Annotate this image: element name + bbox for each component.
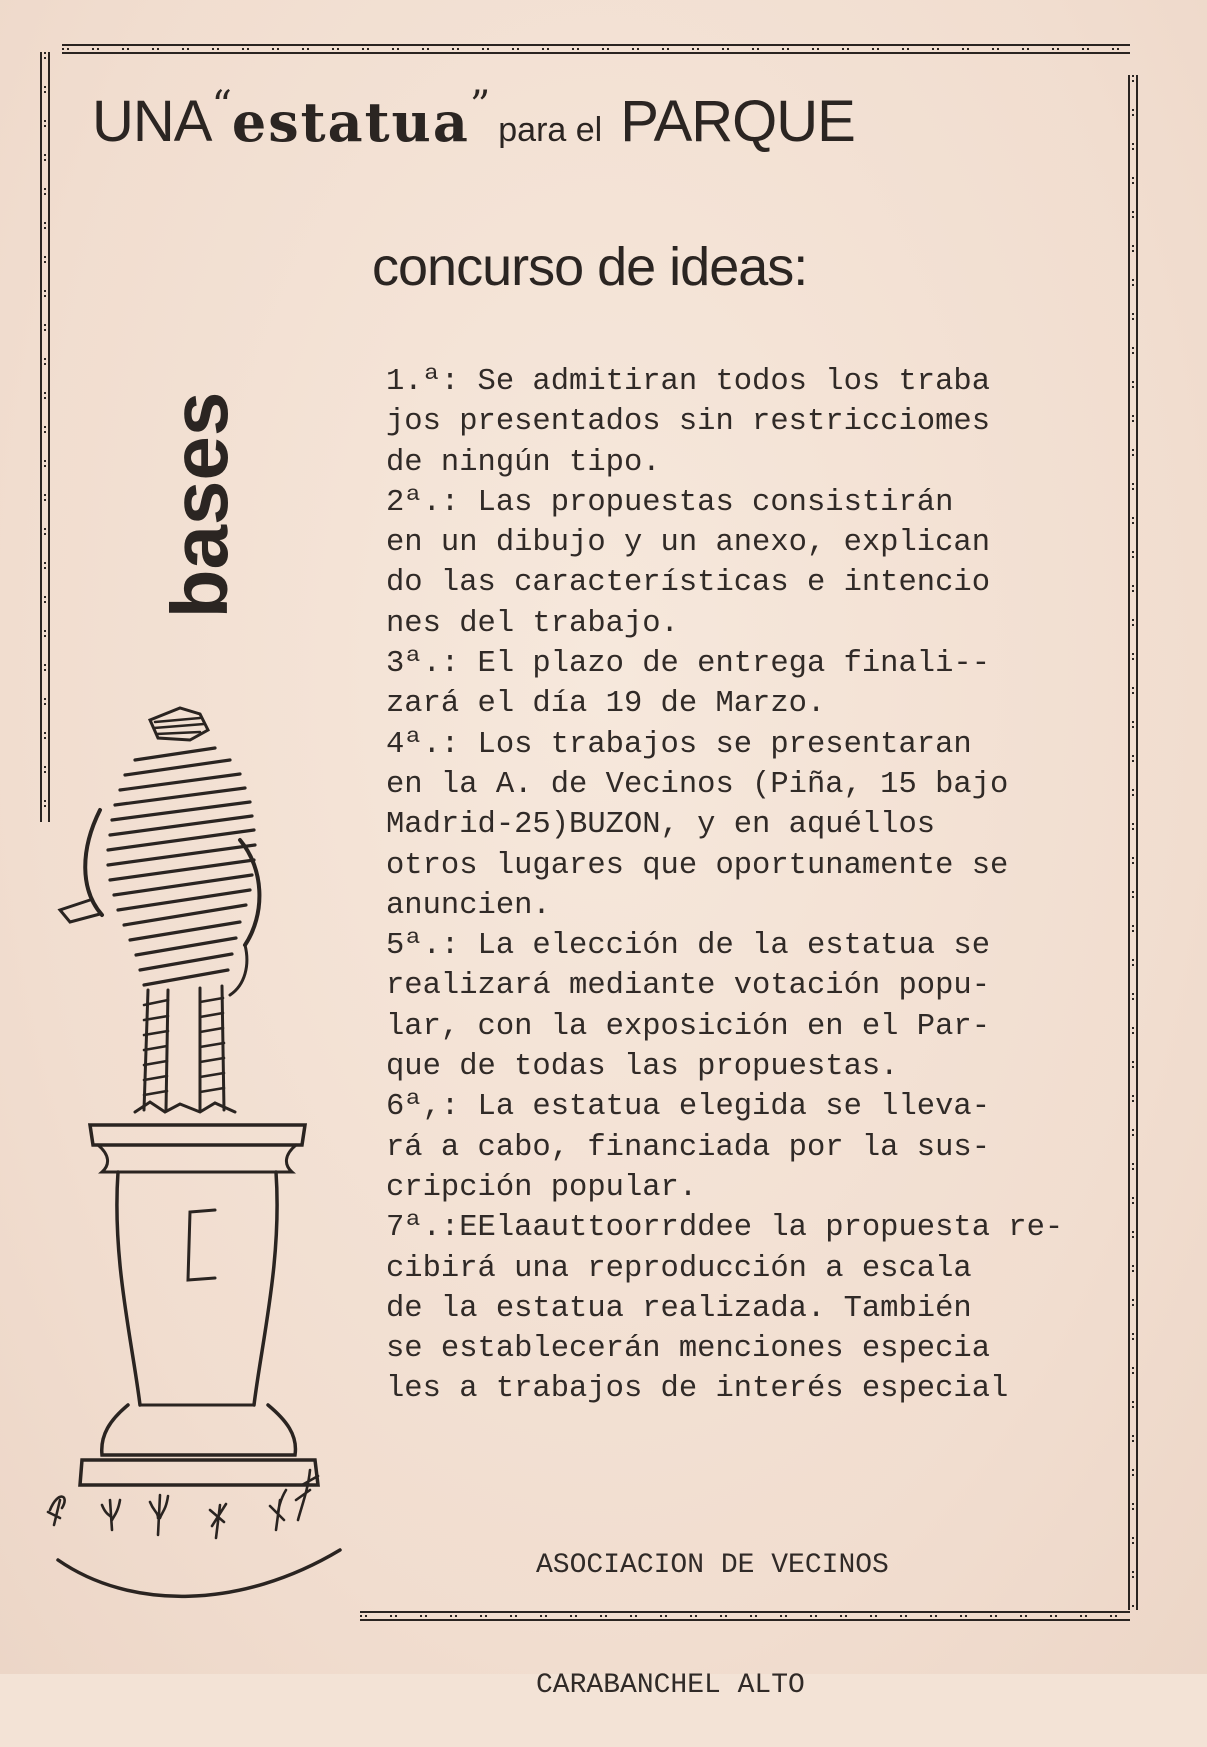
border-top [62,42,1130,56]
rule-line: 4ª.: Los trabajos se presentaran [386,727,972,762]
rule-line: rá a cabo, financiada por la sus- [386,1130,990,1165]
rule-line: anuncien. [386,888,551,923]
rule-line: zará el día 19 de Marzo. [386,687,826,722]
rule-line: 1.ª: Se admitiran todos los traba [386,365,990,399]
rule-line: 7ª.:EElaauttoorrddee la propuesta re- [386,1211,1064,1246]
rule-line: se establecerán menciones especia [386,1332,990,1367]
rule-line: en un dibujo y un anexo, explican [386,526,990,561]
rules-text [386,362,1106,1410]
headline-open-quote: “ [211,83,232,129]
border-right [1126,75,1140,1610]
rule-line: realizará mediante votación popu- [386,969,990,1004]
rule-line: cibirá una reproducción a escala [386,1251,972,1286]
headline-para-el: para el [498,111,603,149]
signature [536,1466,889,1747]
rule-line: que de todas las propuestas. [386,1050,899,1085]
headline-estatua: estatua [231,90,470,154]
rule-line: de la estatua realizada. También [386,1291,972,1326]
side-label-bases: bases [155,391,244,619]
rule-line: otros lugares que oportunamente se [386,848,1009,883]
rule-line: Madrid-25)BUZON, y en aquéllos [386,808,936,843]
rule-line: 3ª.: El plazo de entrega finali-- [386,647,990,682]
statue-illustration [40,700,370,1630]
rule-line: cripción popular. [386,1170,698,1205]
headline-una: UNA [92,89,212,154]
signature-line-2: CARABANCHEL ALTO [536,1670,805,1702]
headline [92,83,1092,178]
rule-line: 6ª,: La estatua elegida se lleva- [386,1090,990,1125]
rule-line: lar, con la exposición en el Par- [386,1009,990,1044]
rule-line: 2ª.: Las propuestas consistirán [386,485,954,520]
rule-line: 5ª.: La elección de la estatua se [386,929,990,964]
rule-line: en la A. de Vecinos (Piña, 15 bajo [386,767,1009,802]
headline-parque: PARQUE [620,89,855,154]
rule-line: de ningún tipo. [386,445,661,480]
rule-line: do las características e intencio [386,566,990,601]
subtitle: concurso de ideas: [372,237,808,297]
headline-close-quote: ” [469,83,491,129]
rule-line: nes del trabajo. [386,606,679,641]
rule-line: les a trabajos de interés especial [386,1372,1009,1407]
rule-line: jos presentados sin restricciomes [386,405,990,440]
signature-line-1: ASOCIACION DE VECINOS [536,1550,889,1581]
